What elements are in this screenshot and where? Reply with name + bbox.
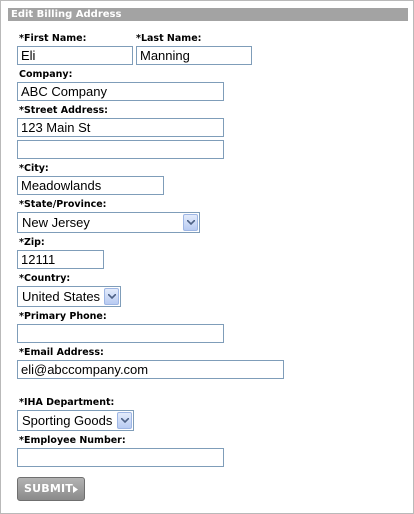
primary-phone-label: *Primary Phone:	[19, 311, 107, 322]
street-address-label: *Street Address:	[19, 105, 108, 116]
first-name-field[interactable]: Eli	[17, 46, 133, 65]
first-name-label: *First Name:	[19, 33, 87, 44]
last-name-field[interactable]: Manning	[136, 46, 252, 65]
chevron-down-icon[interactable]	[104, 288, 119, 305]
country-select[interactable]	[17, 286, 121, 307]
city-label: *City:	[19, 163, 49, 174]
company-label: Company:	[19, 69, 73, 80]
email-label: *Email Address:	[19, 347, 104, 358]
primary-phone-field[interactable]	[17, 324, 224, 343]
employee-number-field[interactable]	[17, 448, 224, 467]
department-select[interactable]	[17, 410, 134, 431]
city-field[interactable]: Meadowlands	[17, 176, 164, 195]
country-label: *Country:	[19, 273, 71, 284]
state-select-value: New Jersey	[22, 215, 90, 230]
last-name-label: *Last Name:	[136, 33, 202, 44]
street-address-line2-field[interactable]	[17, 140, 224, 159]
chevron-down-icon[interactable]	[117, 412, 132, 429]
state-select[interactable]	[17, 212, 200, 233]
employee-number-label: *Employee Number:	[19, 435, 126, 446]
submit-button[interactable]	[17, 477, 85, 501]
company-field[interactable]: ABC Company	[17, 82, 224, 101]
zip-field[interactable]: 12111	[17, 250, 104, 269]
zip-label: *Zip:	[19, 237, 45, 248]
submit-button-label: SUBMIT	[24, 482, 73, 495]
country-select-value: United States	[22, 289, 101, 304]
department-label: *IHA Department:	[19, 397, 115, 408]
chevron-down-icon[interactable]	[183, 214, 198, 231]
state-label: *State/Province:	[19, 199, 107, 210]
panel-title: Edit Billing Address	[8, 8, 408, 21]
department-select-value: Sporting Goods	[22, 413, 113, 428]
street-address-field[interactable]: 123 Main St	[17, 118, 224, 137]
email-field[interactable]: eli@abccompany.com	[17, 360, 284, 379]
chevron-right-icon	[73, 486, 78, 493]
